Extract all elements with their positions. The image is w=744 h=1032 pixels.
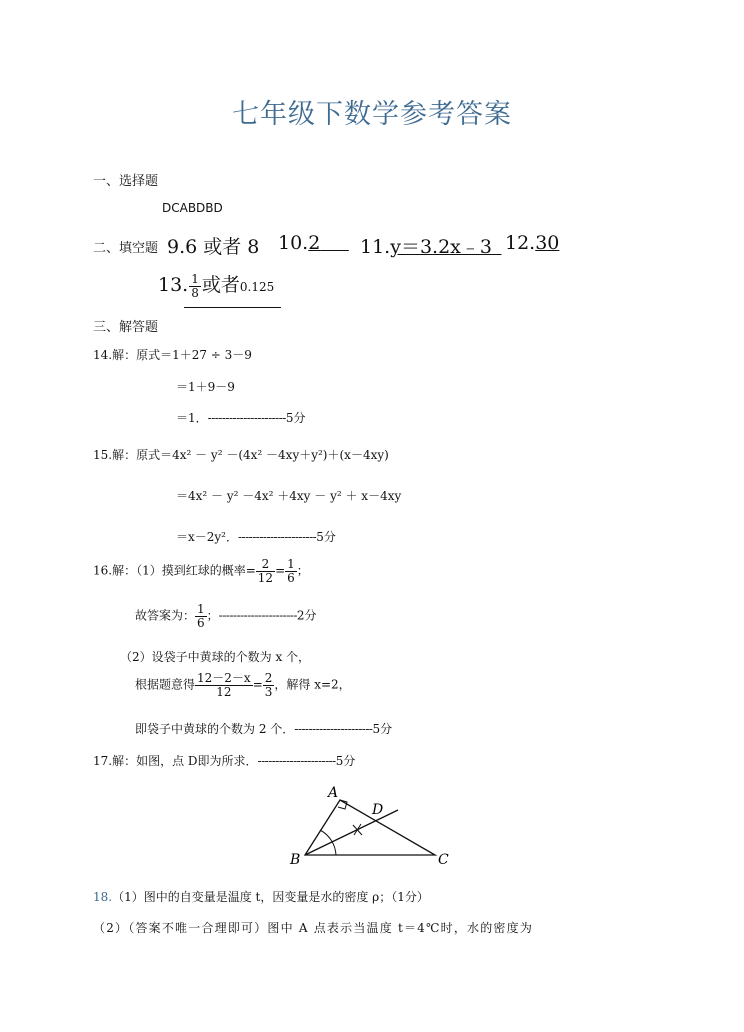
q16-answer-prefix: 故答案为：	[135, 608, 196, 623]
q16-answer-den: 6	[197, 615, 205, 630]
q16-conclusion-score: 5分	[372, 722, 393, 736]
q16-eq-right-den: 3	[264, 684, 273, 699]
fill-13-or: 或者	[201, 274, 240, 296]
fill-13-fraction	[189, 273, 201, 299]
fill-13-alt: 0.125	[239, 280, 275, 294]
q18-part1: （1）图中的自变量是温度 t，因变量是水的密度 ρ；（1分）	[112, 890, 429, 904]
label-c: C	[438, 852, 449, 868]
q18-number: 18.	[93, 890, 113, 904]
fill-heading: 二、填空题	[93, 241, 159, 256]
q14-line2: ＝1＋9－9	[176, 380, 235, 394]
q16-eq-fraction-left	[195, 672, 253, 698]
q16-frac2-den: 6	[287, 570, 295, 585]
q16-end: ；	[296, 563, 309, 578]
choice-answers: DCABDBD	[162, 201, 223, 215]
page-title: 七年级下数学参考答案	[232, 99, 512, 130]
q16-conclusion	[135, 720, 392, 737]
q16-conclusion-dashes: ----------------------	[294, 722, 373, 736]
q16-eq-right-num: 2	[264, 671, 273, 685]
fill-answer-13	[158, 270, 274, 299]
q17-text: 17.解：如图，点 D即为所求．	[93, 754, 258, 768]
label-d: D	[372, 802, 384, 818]
q16-eq-prefix: 根据题意得	[135, 677, 196, 692]
q16-frac1-num: 2	[256, 558, 275, 572]
q15-dashes: ----------------------	[238, 530, 317, 544]
fill-answer-9: 9.6 或者 8	[167, 236, 260, 258]
q15-line1: 15.解：原式＝4x² － y² －(4x² －4xy＋y²)＋(x－4xy)	[93, 448, 389, 462]
q14-line3	[176, 409, 305, 426]
q16-frac1-den: 12	[257, 570, 274, 585]
q16-answer-score: 2分	[296, 608, 317, 623]
q16-eq-fraction-right	[263, 672, 275, 698]
q16-eq-equals: =	[252, 677, 263, 692]
q16-answer	[135, 603, 317, 629]
q16-eq-num: 12－2－x	[197, 671, 251, 685]
q17-dashes: ----------------------	[257, 754, 336, 768]
q18-line2: （2）（答案不唯一合理即可）图中 A 点表示当温度 t＝4℃时，水的密度为	[93, 921, 534, 935]
fill-12-number: 12.	[505, 232, 536, 254]
q16-answer-end: ；	[206, 608, 219, 623]
q16-answer-dashes: ----------------------	[218, 608, 297, 623]
fill-13-frac-den: 8	[191, 285, 199, 300]
label-b: B	[290, 852, 301, 868]
q16-line1	[93, 558, 309, 584]
fill-13-number: 13.	[158, 274, 189, 296]
fill-answer-12	[505, 232, 559, 254]
triangle-figure	[280, 780, 470, 872]
fill-answer-11	[360, 232, 501, 259]
q14-line1: 14.解：原式＝1＋27 ÷ 3－9	[93, 348, 252, 362]
q16-conclusion-text: 即袋子中黄球的个数为 2 个．	[135, 722, 295, 736]
fill-10-value: 2	[308, 232, 321, 254]
q16-fraction-1	[256, 558, 275, 584]
q16-answer-num: 1	[197, 602, 205, 616]
q16-answer-fraction	[195, 603, 207, 629]
fill-13-frac-num: 1	[191, 271, 199, 286]
q17-score: 5分	[335, 754, 356, 768]
solve-heading: 三、解答题	[93, 320, 159, 335]
label-a: A	[328, 785, 339, 801]
q16-prefix: 16.解：（1）摸到红球的概率=	[93, 563, 256, 578]
q16-fraction-2	[285, 558, 297, 584]
q16-eq-end: ，解得 x=2，	[274, 677, 351, 692]
construction-arc	[320, 830, 336, 855]
q14-dashes: ----------------------	[207, 411, 286, 425]
q16-equation	[135, 672, 351, 698]
q16-eq-den: 12	[216, 684, 232, 699]
q14-result: ＝1．	[176, 411, 208, 425]
q17-line	[93, 752, 355, 769]
fill-11-number: 11.	[360, 236, 391, 258]
triangle-abc	[305, 800, 435, 855]
choice-heading: 一、选择题	[93, 174, 159, 189]
q14-score: 5分	[285, 411, 306, 425]
fill-13-underline	[184, 307, 281, 308]
q15-line2: ＝4x² － y² －4x² ＋4xy － y² ＋ x－4xy	[176, 489, 402, 503]
fill-11-value: y＝3.2x﹣3	[390, 236, 492, 258]
fill-answer-10	[278, 232, 349, 254]
q15-line3	[176, 528, 336, 545]
q15-score: 5分	[316, 530, 336, 544]
q15-result: ＝x－2y²．	[176, 530, 238, 544]
fill-12-value: 30	[535, 232, 560, 254]
q16-frac2-num: 1	[287, 557, 295, 571]
fill-10-number: 10.	[278, 232, 309, 254]
q16-part2: （2）设袋子中黄球的个数为 x 个，	[120, 650, 311, 664]
q16-equals: =	[275, 563, 286, 578]
q18-line1	[93, 888, 429, 905]
